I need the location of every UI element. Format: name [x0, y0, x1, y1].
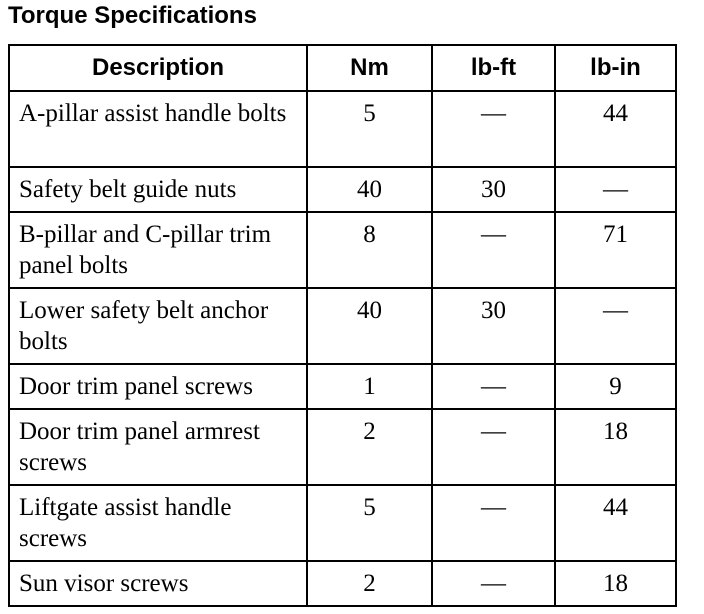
cell-nm: 40 [307, 288, 432, 364]
cell-lbin: 44 [555, 91, 676, 167]
cell-description: Liftgate assist handle screws [9, 485, 307, 561]
column-header-lbin: lb-in [555, 45, 676, 91]
cell-lbin: 18 [555, 561, 676, 606]
cell-lbft: — [432, 561, 555, 606]
cell-nm: 2 [307, 409, 432, 485]
cell-nm: 5 [307, 485, 432, 561]
table-row [9, 485, 676, 561]
cell-lbin: 18 [555, 409, 676, 485]
table-row [9, 364, 676, 409]
cell-lbft: — [432, 409, 555, 485]
table-row [9, 409, 676, 485]
cell-nm: 40 [307, 167, 432, 212]
column-header-lbft: lb-ft [432, 45, 555, 91]
cell-lbft: — [432, 212, 555, 288]
cell-lbin: 9 [555, 364, 676, 409]
column-header-nm: Nm [307, 45, 432, 91]
cell-nm: 1 [307, 364, 432, 409]
column-header-description: Description [9, 45, 307, 91]
torque-spec-table [8, 44, 677, 607]
cell-description: B-pillar and C-pillar trim panel bolts [9, 212, 307, 288]
cell-description: Lower safety belt anchor bolts [9, 288, 307, 364]
cell-description: Sun visor screws [9, 561, 307, 606]
cell-lbft: — [432, 91, 555, 167]
cell-lbin: 44 [555, 485, 676, 561]
cell-nm: 2 [307, 561, 432, 606]
cell-lbin: 71 [555, 212, 676, 288]
table-row [9, 288, 676, 364]
cell-description: Door trim panel screws [9, 364, 307, 409]
cell-lbft: — [432, 485, 555, 561]
cell-nm: 5 [307, 91, 432, 167]
table-row [9, 212, 676, 288]
table-row [9, 561, 676, 606]
cell-nm: 8 [307, 212, 432, 288]
cell-lbin: — [555, 167, 676, 212]
cell-lbft: — [432, 364, 555, 409]
cell-description: Door trim panel armrest screws [9, 409, 307, 485]
table-header-row [9, 45, 676, 91]
cell-lbft: 30 [432, 288, 555, 364]
table-row [9, 167, 676, 212]
cell-description: A-pillar assist handle bolts [9, 91, 307, 167]
cell-lbin: — [555, 288, 676, 364]
page-title: Torque Specifications [8, 2, 257, 29]
cell-lbft: 30 [432, 167, 555, 212]
table-row [9, 91, 676, 167]
cell-description: Safety belt guide nuts [9, 167, 307, 212]
